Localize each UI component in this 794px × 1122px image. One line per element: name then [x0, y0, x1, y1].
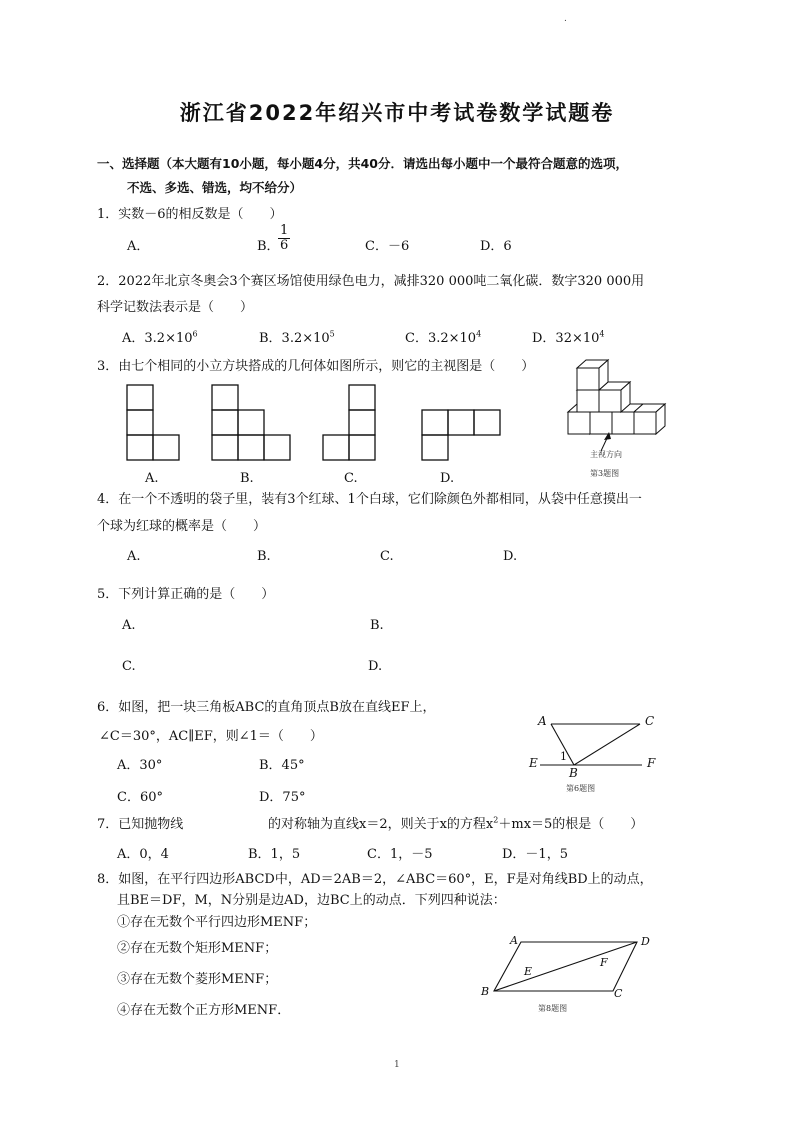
q5-stem: 5．下列计算正确的是（ ） — [97, 587, 275, 602]
q5-option-b: B. — [370, 618, 384, 633]
q4-line1: 4．在一个不透明的袋子里，装有3个红球、1个白球，它们除颜色外都相同，从袋中任意摸出一 — [97, 492, 642, 507]
q3d-square — [448, 410, 474, 435]
q2-option-c-exp: 4 — [476, 329, 482, 339]
q3a-square — [127, 385, 153, 410]
q4-option-c: C. — [380, 549, 394, 564]
fraction-numerator: 1 — [280, 223, 289, 238]
q4-line2: 个球为红球的概率是（ ） — [97, 519, 267, 534]
q3-option-b: B. — [240, 471, 254, 486]
q4-option-d: D. — [503, 549, 518, 564]
q7-part2: 的对称轴为直线x＝2，则关于x的方程$x^2+mx=5$的根是（ ） — [268, 815, 644, 832]
q3-cube-figure — [568, 360, 665, 434]
q7-part2-text: 的对称轴为直线x＝2，则关于x的方程x — [268, 817, 494, 832]
q1-stem: 1．实数－6的相反数是（ ） — [97, 207, 283, 222]
q2-option-b-text: B．3.2×10 — [259, 331, 330, 346]
q6-option-b: B．45° — [259, 758, 305, 773]
section-header-line2: 不选、多选、错选，均不给分） — [127, 180, 303, 195]
q3-view-direction-label: 主视方向 — [590, 450, 622, 459]
q8-caption: 第8题图 — [538, 1004, 568, 1013]
q3-option-c: C. — [344, 471, 358, 486]
q2-line1: 2．2022年北京冬奥会3个赛区场馆使用绿色电力，减排320 000吨二氧化碳．数字320 000用 — [97, 274, 645, 289]
q8-line2: 且BE＝DF，M，N分别是边AD，边BC上的动点．下列四种说法： — [117, 893, 506, 908]
q8-statement-1: ①存在无数个平行四边形MENF； — [117, 915, 317, 930]
q6-option-a: A．30° — [117, 758, 163, 773]
q8-statement-4: ④存在无数个正方形MENF． — [117, 1003, 291, 1018]
q2-option-a-exp: 6 — [192, 329, 198, 339]
q7-option-a: A．0，4 — [117, 847, 169, 862]
q3c-square — [349, 385, 375, 410]
q8-label-d: D — [641, 935, 650, 948]
q5-option-d: D. — [368, 659, 383, 674]
q3c-square — [323, 435, 349, 460]
q6-label-b: B — [569, 766, 578, 780]
q3d-square — [422, 435, 448, 460]
q1-option-a: A． — [127, 239, 150, 254]
q3b-square — [238, 410, 264, 435]
page-number: 1 — [394, 1060, 400, 1070]
q1-option-b: B． — [257, 239, 280, 254]
q2-option-d-text: D．32×10 — [532, 331, 600, 346]
q8-label-e: E — [524, 965, 533, 978]
q2-option-b-exp: 5 — [329, 329, 335, 339]
q2-option-a-text: A．3.2×10 — [122, 331, 193, 346]
q7-part1: 7．已知抛物线 — [97, 817, 184, 832]
q8-statement-2: ②存在无数个矩形MENF； — [117, 941, 278, 956]
q8-label-f: F — [600, 956, 608, 969]
q3c-square — [349, 410, 375, 435]
q6-angle-1-label: 1 — [560, 750, 567, 763]
q8-statement-3: ③存在无数个菱形MENF； — [117, 972, 278, 987]
q8-line1: 8．如图，在平行四边形ABCD中，AD＝2AB＝2，∠ABC＝60°，E，F是对角线BD上的动点， — [97, 872, 653, 887]
q6-label-c: C — [645, 714, 655, 728]
q3a-square — [153, 435, 179, 460]
q3a-square — [127, 410, 153, 435]
q5-option-a: A. — [122, 618, 136, 633]
q4-option-a: A. — [127, 549, 141, 564]
q8-label-c: C — [614, 987, 623, 1000]
q8-parallelogram-figure — [494, 942, 637, 991]
q3b-square — [212, 385, 238, 410]
q5-option-c: C. — [122, 659, 136, 674]
page-title: 浙江省2022年绍兴市中考试卷数学试题卷 — [179, 101, 615, 125]
q3-caption: 第3题图 — [590, 469, 620, 478]
q8-label-a: A — [510, 934, 518, 947]
corner-mark: . — [564, 14, 567, 24]
q3d-square — [422, 410, 448, 435]
q3d-square — [474, 410, 500, 435]
q7-option-b: B．1，5 — [248, 847, 301, 862]
q2-option-d-exp: 4 — [599, 329, 605, 339]
q6-option-c: C．60° — [117, 790, 163, 805]
q3b-square — [212, 410, 238, 435]
q1-option-d: D．6 — [480, 239, 512, 254]
q3-stem: 3．由七个相同的小立方块搭成的几何体如图所示，则它的主视图是（ ） — [97, 359, 535, 374]
q2-line2: 科学记数法表示是（ ） — [97, 300, 254, 315]
fraction-denominator: 6 — [280, 238, 289, 254]
section-header-line1: 一、选择题（本大题有10小题，每小题4分，共40分．请选出每小题中一个最符合题意的选项， — [97, 156, 628, 171]
q6-label-e: E — [529, 756, 538, 770]
q4-option-b: B. — [257, 549, 271, 564]
q6-line1: 6．如图，把一块三角板ABC的直角顶点B放在直线EF上， — [97, 700, 436, 715]
q6-line2: ∠C＝30°，AC∥EF，则∠1＝（ ） — [99, 729, 323, 744]
q7-option-c: C．1，－5 — [367, 847, 433, 862]
q7-option-d: D．－1，5 — [502, 847, 568, 862]
q8-label-b: B — [481, 985, 490, 998]
q3b-square — [212, 435, 238, 460]
q7-part3-text: ＋mx＝5的根是（ ） — [498, 817, 644, 832]
q3c-square — [349, 435, 375, 460]
q3-option-d: D. — [440, 471, 455, 486]
q6-caption: 第6题图 — [566, 784, 596, 793]
q2-option-c-text: C．3.2×10 — [405, 331, 477, 346]
q3b-square — [264, 435, 290, 460]
q1-option-c: C．－6 — [365, 239, 410, 254]
q3a-square — [127, 435, 153, 460]
q3-option-a: A. — [145, 471, 159, 486]
q6-label-a: A — [538, 714, 547, 728]
q6-label-f: F — [647, 756, 656, 770]
q6-triangle-figure — [540, 724, 642, 765]
q6-option-d: D．75° — [259, 790, 306, 805]
q3b-square — [238, 435, 264, 460]
